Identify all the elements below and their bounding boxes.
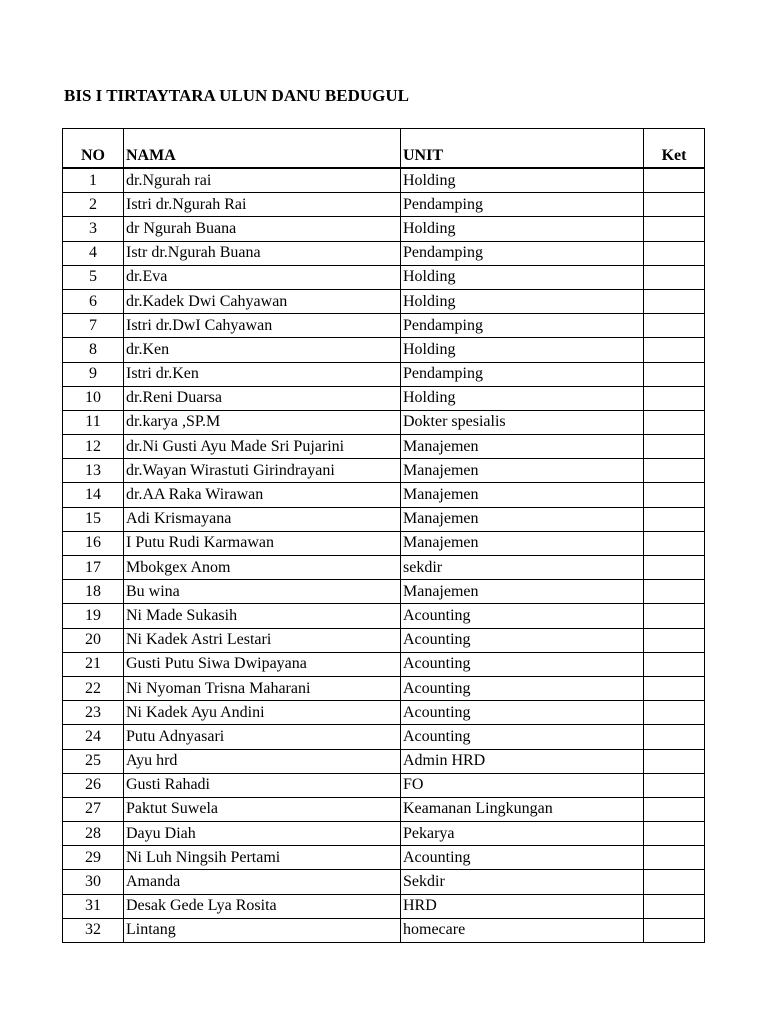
- cell-ket: [644, 870, 705, 894]
- cell-no: 16: [63, 531, 124, 555]
- cell-unit: Acounting: [401, 628, 644, 652]
- header-no: NO: [63, 129, 124, 169]
- cell-unit: Manajemen: [401, 507, 644, 531]
- table-row: [63, 918, 705, 942]
- cell-name: Dayu Diah: [124, 822, 401, 846]
- cell-ket: [644, 168, 705, 193]
- cell-name: Ni Luh Ningsih Pertami: [124, 846, 401, 870]
- cell-no: 7: [63, 314, 124, 338]
- cell-unit: Dokter spesialis: [401, 410, 644, 434]
- cell-name: Ni Kadek Astri Lestari: [124, 628, 401, 652]
- cell-no: 26: [63, 773, 124, 797]
- cell-unit: Pendamping: [401, 241, 644, 265]
- cell-unit: Holding: [401, 265, 644, 289]
- cell-ket: [644, 314, 705, 338]
- cell-ket: [644, 701, 705, 725]
- cell-unit: Manajemen: [401, 459, 644, 483]
- cell-unit: Acounting: [401, 846, 644, 870]
- table-row: [63, 628, 705, 652]
- cell-no: 6: [63, 289, 124, 313]
- cell-ket: [644, 241, 705, 265]
- table-row: [63, 193, 705, 217]
- cell-ket: [644, 217, 705, 241]
- cell-no: 1: [63, 168, 124, 193]
- cell-ket: [644, 846, 705, 870]
- cell-name: dr.karya ,SP.M: [124, 410, 401, 434]
- table-row: [63, 507, 705, 531]
- cell-unit: Pekarya: [401, 822, 644, 846]
- cell-ket: [644, 894, 705, 918]
- cell-ket: [644, 797, 705, 821]
- cell-name: Ayu hrd: [124, 749, 401, 773]
- table-row: [63, 338, 705, 362]
- table-row: [63, 870, 705, 894]
- table-row: [63, 314, 705, 338]
- table-header-row: [63, 129, 705, 169]
- cell-unit: Pendamping: [401, 314, 644, 338]
- cell-no: 20: [63, 628, 124, 652]
- cell-unit: Keamanan Lingkungan: [401, 797, 644, 821]
- cell-ket: [644, 289, 705, 313]
- table-row: [63, 604, 705, 628]
- cell-no: 11: [63, 410, 124, 434]
- cell-unit: HRD: [401, 894, 644, 918]
- cell-unit: Manajemen: [401, 531, 644, 555]
- cell-no: 4: [63, 241, 124, 265]
- cell-ket: [644, 410, 705, 434]
- cell-unit: FO: [401, 773, 644, 797]
- cell-ket: [644, 507, 705, 531]
- cell-name: Istri dr.DwI Cahyawan: [124, 314, 401, 338]
- cell-unit: Holding: [401, 338, 644, 362]
- header-ket: Ket: [644, 129, 705, 169]
- cell-ket: [644, 628, 705, 652]
- table-row: [63, 556, 705, 580]
- cell-name: dr.Ni Gusti Ayu Made Sri Pujarini: [124, 435, 401, 459]
- cell-unit: Manajemen: [401, 483, 644, 507]
- cell-no: 13: [63, 459, 124, 483]
- cell-name: Ni Kadek Ayu Andini: [124, 701, 401, 725]
- cell-unit: Manajemen: [401, 580, 644, 604]
- cell-no: 24: [63, 725, 124, 749]
- cell-no: 29: [63, 846, 124, 870]
- cell-ket: [644, 918, 705, 942]
- header-unit: UNIT: [401, 129, 644, 169]
- cell-no: 14: [63, 483, 124, 507]
- header-name: NAMA: [124, 129, 401, 169]
- document-title: BIS I TIRTAYTARA ULUN DANU BEDUGUL: [64, 86, 409, 105]
- table-row: [63, 168, 705, 193]
- table-row: [63, 410, 705, 434]
- cell-name: dr.Kadek Dwi Cahyawan: [124, 289, 401, 313]
- cell-name: Ni Made Sukasih: [124, 604, 401, 628]
- table-row: [63, 580, 705, 604]
- table-row: [63, 652, 705, 676]
- cell-ket: [644, 652, 705, 676]
- table-row: [63, 217, 705, 241]
- cell-ket: [644, 822, 705, 846]
- cell-no: 32: [63, 918, 124, 942]
- table-body: [63, 168, 705, 943]
- cell-no: 21: [63, 652, 124, 676]
- cell-name: Bu wina: [124, 580, 401, 604]
- cell-ket: [644, 580, 705, 604]
- cell-ket: [644, 604, 705, 628]
- cell-name: Istri dr.Ngurah Rai: [124, 193, 401, 217]
- cell-name: Mbokgex Anom: [124, 556, 401, 580]
- cell-ket: [644, 749, 705, 773]
- cell-ket: [644, 531, 705, 555]
- cell-no: 17: [63, 556, 124, 580]
- cell-name: dr Ngurah Buana: [124, 217, 401, 241]
- cell-ket: [644, 338, 705, 362]
- table-row: [63, 241, 705, 265]
- table-row: [63, 701, 705, 725]
- table-row: [63, 435, 705, 459]
- cell-ket: [644, 386, 705, 410]
- cell-unit: Holding: [401, 217, 644, 241]
- table-row: [63, 483, 705, 507]
- cell-ket: [644, 435, 705, 459]
- cell-ket: [644, 773, 705, 797]
- cell-no: 30: [63, 870, 124, 894]
- cell-no: 22: [63, 676, 124, 700]
- cell-name: Paktut Suwela: [124, 797, 401, 821]
- cell-unit: homecare: [401, 918, 644, 942]
- table-row: [63, 676, 705, 700]
- table-row: [63, 773, 705, 797]
- cell-name: Istr dr.Ngurah Buana: [124, 241, 401, 265]
- cell-unit: Acounting: [401, 652, 644, 676]
- table-row: [63, 797, 705, 821]
- table-row: [63, 749, 705, 773]
- cell-unit: Pendamping: [401, 362, 644, 386]
- cell-unit: Manajemen: [401, 435, 644, 459]
- table-row: [63, 846, 705, 870]
- cell-no: 15: [63, 507, 124, 531]
- cell-ket: [644, 265, 705, 289]
- cell-unit: Holding: [401, 386, 644, 410]
- cell-name: Gusti Putu Siwa Dwipayana: [124, 652, 401, 676]
- cell-name: Putu Adnyasari: [124, 725, 401, 749]
- cell-no: 28: [63, 822, 124, 846]
- cell-unit: Acounting: [401, 676, 644, 700]
- cell-no: 3: [63, 217, 124, 241]
- table-row: [63, 386, 705, 410]
- cell-name: I Putu Rudi Karmawan: [124, 531, 401, 555]
- cell-no: 9: [63, 362, 124, 386]
- cell-no: 23: [63, 701, 124, 725]
- cell-name: dr.Ken: [124, 338, 401, 362]
- cell-unit: Acounting: [401, 725, 644, 749]
- participant-table: [62, 128, 705, 943]
- cell-no: 27: [63, 797, 124, 821]
- cell-unit: Acounting: [401, 604, 644, 628]
- cell-ket: [644, 459, 705, 483]
- cell-no: 10: [63, 386, 124, 410]
- cell-ket: [644, 556, 705, 580]
- table-row: [63, 531, 705, 555]
- cell-ket: [644, 725, 705, 749]
- cell-name: Gusti Rahadi: [124, 773, 401, 797]
- table-row: [63, 459, 705, 483]
- cell-name: Istri dr.Ken: [124, 362, 401, 386]
- cell-name: dr.Eva: [124, 265, 401, 289]
- cell-name: Ni Nyoman Trisna Maharani: [124, 676, 401, 700]
- cell-no: 2: [63, 193, 124, 217]
- cell-no: 8: [63, 338, 124, 362]
- cell-name: dr.AA Raka Wirawan: [124, 483, 401, 507]
- cell-name: Adi Krismayana: [124, 507, 401, 531]
- cell-ket: [644, 676, 705, 700]
- table-row: [63, 822, 705, 846]
- cell-ket: [644, 362, 705, 386]
- cell-unit: Holding: [401, 168, 644, 193]
- cell-unit: Sekdir: [401, 870, 644, 894]
- table-row: [63, 725, 705, 749]
- cell-no: 19: [63, 604, 124, 628]
- cell-name: dr.Ngurah rai: [124, 168, 401, 193]
- cell-name: Amanda: [124, 870, 401, 894]
- table-row: [63, 894, 705, 918]
- cell-no: 25: [63, 749, 124, 773]
- cell-no: 5: [63, 265, 124, 289]
- cell-unit: Pendamping: [401, 193, 644, 217]
- cell-name: Lintang: [124, 918, 401, 942]
- cell-name: dr.Reni Duarsa: [124, 386, 401, 410]
- cell-name: Desak Gede Lya Rosita: [124, 894, 401, 918]
- cell-unit: Acounting: [401, 701, 644, 725]
- cell-unit: Admin HRD: [401, 749, 644, 773]
- table-row: [63, 289, 705, 313]
- cell-ket: [644, 193, 705, 217]
- cell-no: 12: [63, 435, 124, 459]
- table-row: [63, 265, 705, 289]
- cell-no: 31: [63, 894, 124, 918]
- cell-unit: Holding: [401, 289, 644, 313]
- cell-name: dr.Wayan Wirastuti Girindrayani: [124, 459, 401, 483]
- table-row: [63, 362, 705, 386]
- cell-unit: sekdir: [401, 556, 644, 580]
- cell-no: 18: [63, 580, 124, 604]
- cell-ket: [644, 483, 705, 507]
